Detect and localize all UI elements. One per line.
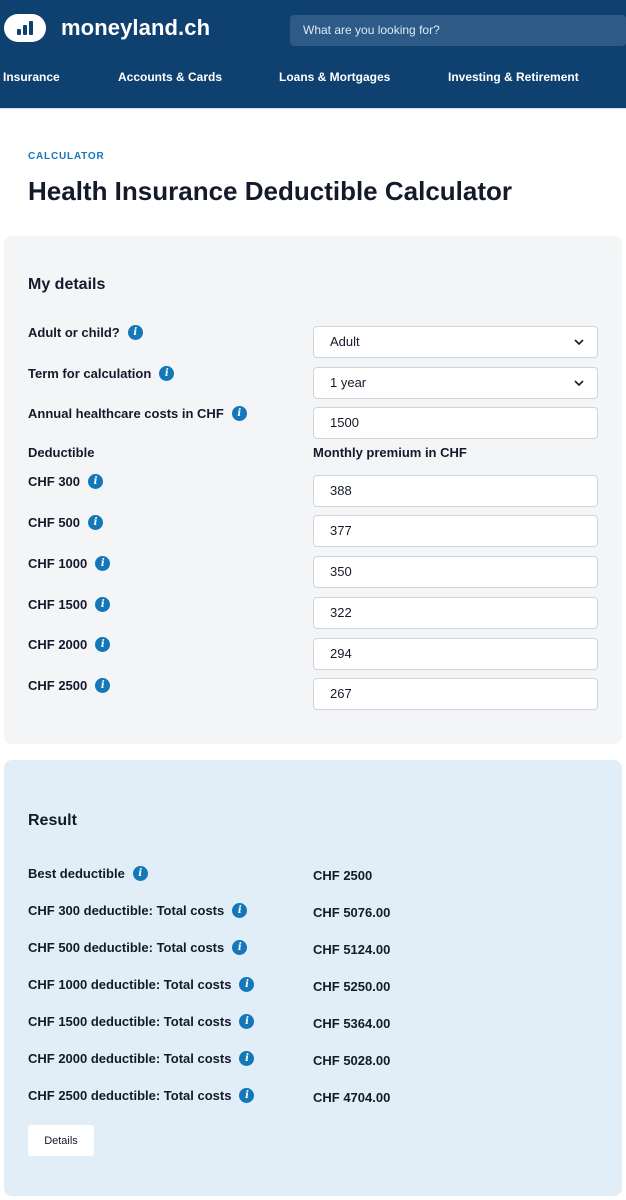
info-icon[interactable]: i — [232, 406, 247, 421]
result-row-label — [28, 977, 254, 992]
result-row-text: CHF 500 deductible: Total costs — [28, 940, 225, 955]
info-icon[interactable]: i — [95, 556, 110, 571]
term-label — [28, 366, 174, 381]
info-icon[interactable]: i — [232, 940, 247, 955]
term-label-text: Term for calculation — [28, 366, 152, 381]
result-row-label — [28, 1014, 254, 1029]
brand-logo[interactable] — [4, 14, 210, 42]
result-row-label — [28, 866, 148, 881]
chevron-down-icon — [574, 379, 584, 387]
premium-input-2000[interactable]: 294 — [313, 638, 598, 670]
nav-item-investing-retirement[interactable]: Investing & Retirement — [448, 70, 579, 84]
age-select[interactable] — [313, 326, 598, 358]
result-row-label — [28, 940, 247, 955]
info-icon[interactable]: i — [128, 325, 143, 340]
info-icon[interactable]: i — [239, 1051, 254, 1066]
deductible-row-label — [28, 637, 110, 652]
info-icon[interactable]: i — [239, 977, 254, 992]
age-select-value: Adult — [330, 334, 360, 349]
deductible-row-label — [28, 597, 110, 612]
premium-input-1500[interactable]: 322 — [313, 597, 598, 629]
premium-input-2500[interactable]: 267 — [313, 678, 598, 710]
deductible-row-label — [28, 556, 110, 571]
result-value-1000: CHF 5250.00 — [313, 979, 391, 994]
details-title: My details — [28, 276, 106, 293]
info-icon[interactable]: i — [232, 903, 247, 918]
deductible-row-label — [28, 474, 103, 489]
info-icon[interactable]: i — [95, 597, 110, 612]
info-icon[interactable]: i — [239, 1014, 254, 1029]
info-icon[interactable]: i — [159, 366, 174, 381]
term-select-value: 1 year — [330, 375, 367, 390]
premium-input-500[interactable]: 377 — [313, 515, 598, 547]
deductible-column-head: Deductible — [28, 445, 95, 460]
premium-column-head: Monthly premium in CHF — [313, 445, 467, 460]
result-value-2500: CHF 4704.00 — [313, 1090, 391, 1105]
info-icon[interactable]: i — [133, 866, 148, 881]
nav-item-loans-mortgages[interactable]: Loans & Mortgages — [279, 70, 391, 84]
info-icon[interactable]: i — [239, 1088, 254, 1103]
premium-input-1000[interactable]: 350 — [313, 556, 598, 588]
details-button[interactable]: Details — [28, 1125, 94, 1156]
deductible-row-text: CHF 300 — [28, 474, 81, 489]
age-label — [28, 325, 143, 340]
deductible-row-text: CHF 1500 — [28, 597, 88, 612]
chevron-down-icon — [574, 338, 584, 346]
deductible-row-text: CHF 2000 — [28, 637, 88, 652]
result-row-text: CHF 2500 deductible: Total costs — [28, 1088, 232, 1103]
premium-input-300[interactable]: 388 — [313, 475, 598, 507]
main-nav — [0, 70, 626, 86]
brand-name: moneyland.ch — [61, 15, 211, 40]
costs-label-text: Annual healthcare costs in CHF — [28, 406, 224, 421]
result-value-300: CHF 5076.00 — [313, 905, 391, 920]
logo-bars-icon — [4, 14, 46, 42]
result-row-text: Best deductible — [28, 866, 125, 881]
result-title: Result — [28, 812, 77, 829]
result-value-2000: CHF 5028.00 — [313, 1053, 391, 1068]
result-value-best: CHF 2500 — [313, 868, 373, 883]
age-label-text: Adult or child? — [28, 325, 120, 340]
site-header — [0, 0, 626, 108]
header-divider — [0, 108, 626, 109]
info-icon[interactable]: i — [95, 637, 110, 652]
result-row-text: CHF 2000 deductible: Total costs — [28, 1051, 232, 1066]
deductible-row-text: CHF 500 — [28, 515, 81, 530]
term-select[interactable] — [313, 367, 598, 399]
result-row-text: CHF 1500 deductible: Total costs — [28, 1014, 232, 1029]
costs-input[interactable]: 1500 — [313, 407, 598, 439]
info-icon[interactable]: i — [95, 678, 110, 693]
result-row-text: CHF 1000 deductible: Total costs — [28, 977, 232, 992]
page-kicker: CALCULATOR — [28, 151, 105, 162]
result-row-text: CHF 300 deductible: Total costs — [28, 903, 225, 918]
result-row-label — [28, 903, 247, 918]
result-value-500: CHF 5124.00 — [313, 942, 391, 957]
nav-item-insurance[interactable]: Insurance — [3, 70, 60, 84]
deductible-row-text: CHF 2500 — [28, 678, 88, 693]
result-value-1500: CHF 5364.00 — [313, 1016, 391, 1031]
info-icon[interactable]: i — [88, 474, 103, 489]
result-row-label — [28, 1051, 254, 1066]
search-input[interactable]: What are you looking for? — [290, 15, 626, 46]
deductible-row-label — [28, 678, 110, 693]
deductible-row-text: CHF 1000 — [28, 556, 88, 571]
costs-label — [28, 406, 247, 421]
deductible-row-label — [28, 515, 103, 530]
info-icon[interactable]: i — [88, 515, 103, 530]
page-title: Health Insurance Deductible Calculator — [28, 176, 513, 206]
result-row-label — [28, 1088, 254, 1103]
nav-item-accounts-cards[interactable]: Accounts & Cards — [118, 70, 223, 84]
